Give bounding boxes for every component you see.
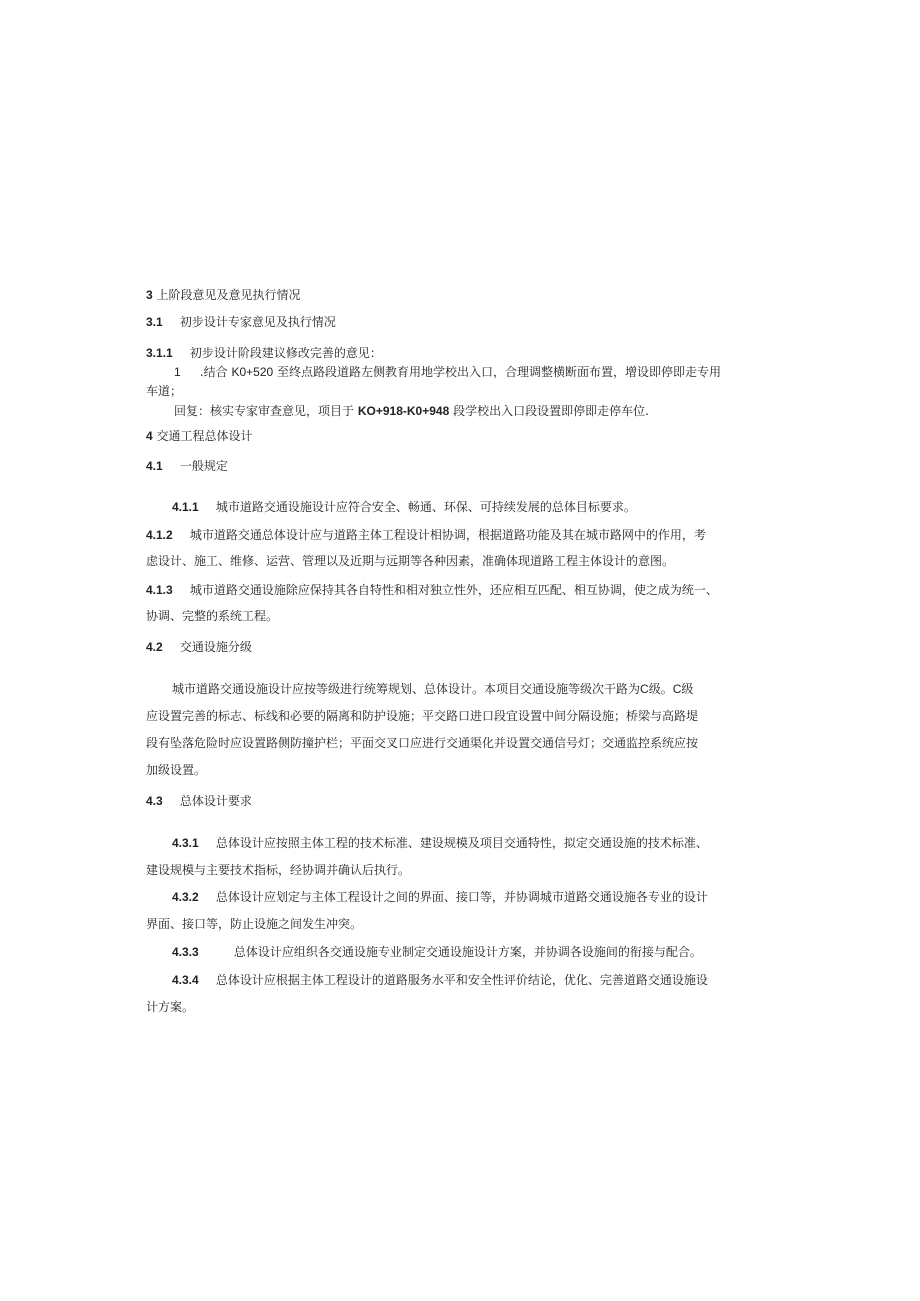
clause-4-1-2-line-2: 虑设计、施工、维修、运营、管理以及近期与远期等各种因素，准确体现道路工程主体设计的意图。	[146, 554, 675, 568]
reply-text: 回复：核实专家审查意见，项目于 KO+918-K0+948 段学校出入口段设置即停即走停车位.	[174, 404, 649, 418]
clause-4-3-2: 4.3.2 总体设计应划定与主体工程设计之间的界面、接口等，并协调城市道路交通设施各专业的设计	[172, 890, 708, 904]
comment-item-1: 1 .结合 K0+520 至终点路段道路左侧教育用地学校出入口，合理调整横断面布置，增设即停即走专用	[174, 365, 722, 379]
clause-4-3-4: 4.3.4 总体设计应根据主体工程设计的道路服务水平和安全性评价结论，优化、完善道路交通设施设	[172, 973, 708, 987]
comment-item-1-continuation: 车道；	[146, 384, 183, 398]
clause-4-1-2: 4.1.2 城市道路交通总体设计应与道路主体工程设计相协调，根据道路功能及其在城市路网中的作用，考	[146, 528, 706, 542]
section-4-3-heading: 4.3 总体设计要求	[146, 794, 252, 808]
clause-4-3-1: 4.3.1 总体设计应按照主体工程的技术标准、建设规模及项目交通特性，拟定交通设施的技术标准、	[172, 836, 708, 850]
clause-4-1-3: 4.1.3 城市道路交通设施除应保持其各自特性和相对独立性外，还应相互匹配、相互协调，使之成为统一、	[146, 583, 718, 597]
clause-4-2-line-4: 加级设置。	[146, 763, 207, 777]
clause-4-3-2-line-2: 界面、接口等，防止设施之间发生冲突。	[146, 917, 363, 931]
clause-4-2-line-3: 段有坠落危险时应设置路侧防撞护栏；平面交叉口应进行交通渠化并设置交通信号灯；交通监控系统应按	[146, 736, 699, 750]
section-3-1-1-heading: 3.1.1 初步设计阶段建议修改完善的意见：	[146, 346, 382, 360]
section-4-1-heading: 4.1 一般规定	[146, 459, 228, 473]
clause-4-2-line-2: 应设置完善的标志、标线和必要的隔离和防护设施；平交路口进口段宜设置中间分隔设施；桥梁与高路堤	[146, 709, 699, 723]
section-4-heading: 4 交通工程总体设计	[146, 429, 253, 443]
clause-4-3-1-line-2: 建设规模与主要技术指标，经协调并确认后执行。	[146, 863, 411, 877]
clause-4-3-4-line-2: 计方案。	[146, 1000, 195, 1014]
clause-4-2-line-1: 城市道路交通设施设计应按等级进行统筹规划、总体设计。本项目交通设施等级次干路为C级。C级	[172, 682, 694, 696]
section-3-1-heading: 3.1 初步设计专家意见及执行情况	[146, 315, 336, 329]
clause-4-3-3: 4.3.3 总体设计应组织各交通设施专业制定交通设施设计方案，并协调各设施间的衔接与配合。	[172, 945, 702, 959]
section-4-2-heading: 4.2 交通设施分级	[146, 640, 252, 654]
section-3-heading: 3 上阶段意见及意见执行情况	[146, 288, 301, 302]
clause-4-1-3-line-2: 协调、完整的系统工程。	[146, 609, 279, 623]
clause-4-1-1: 4.1.1 城市道路交通设施设计应符合安全、畅通、环保、可持续发展的总体目标要求。	[172, 500, 636, 514]
